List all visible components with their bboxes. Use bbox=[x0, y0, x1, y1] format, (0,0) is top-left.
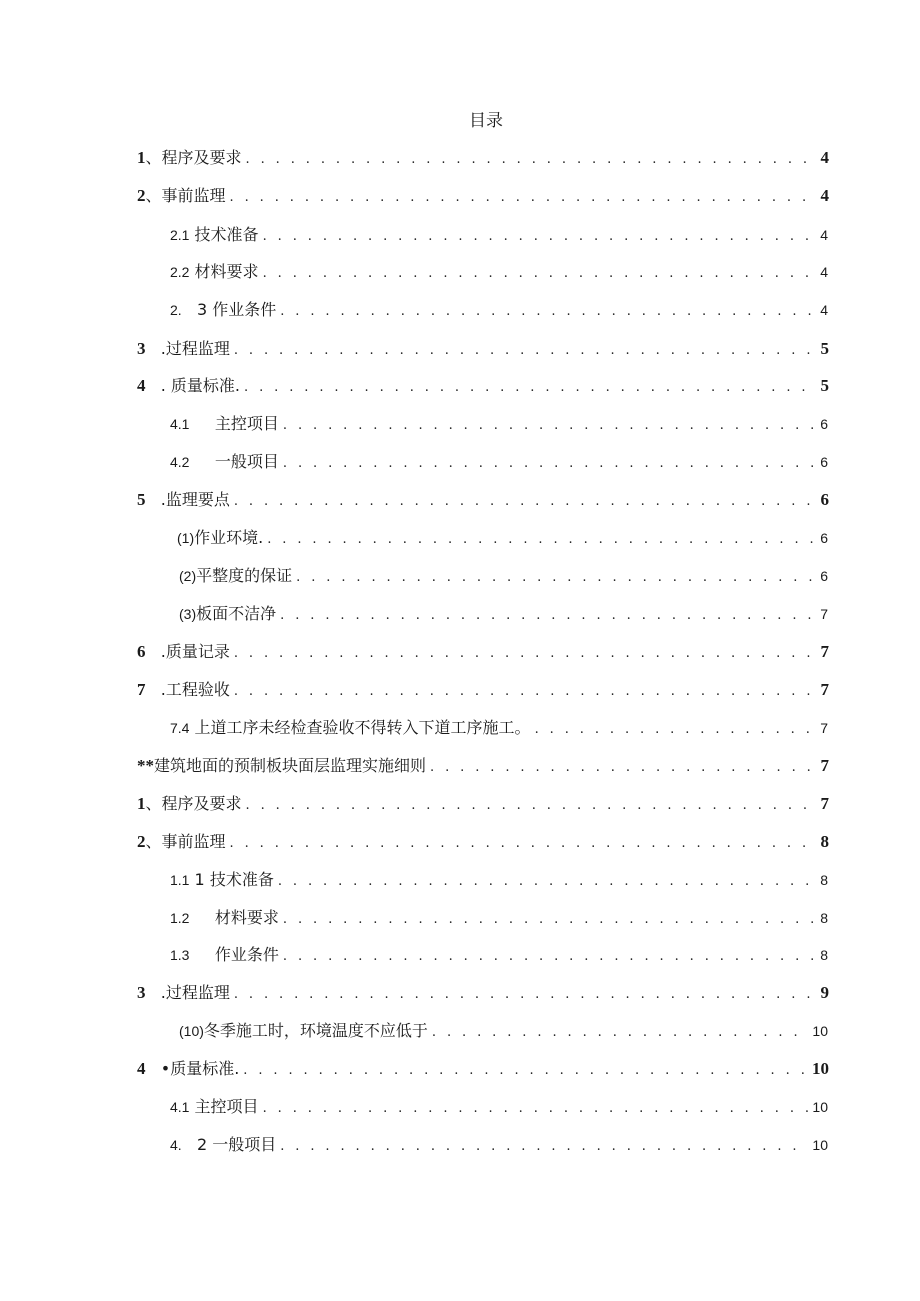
toc-leader bbox=[243, 1063, 808, 1078]
toc-entry[interactable] bbox=[137, 829, 829, 853]
toc-entry[interactable] bbox=[179, 601, 828, 625]
toc-entry-number: 4 bbox=[137, 1059, 146, 1078]
toc-page-number: 8 bbox=[820, 872, 828, 888]
toc-leader bbox=[283, 949, 816, 964]
toc-entry-text: 材料要求 bbox=[189, 262, 259, 281]
toc-entry-number: 7 bbox=[137, 680, 146, 699]
toc-entry[interactable] bbox=[137, 980, 829, 1004]
toc-page-number: 7 bbox=[820, 606, 828, 622]
toc-entry-text: .监理要点 bbox=[145, 490, 230, 509]
toc-page-number: 9 bbox=[820, 983, 829, 1002]
toc-entry-number: 4.1 bbox=[170, 416, 190, 432]
toc-entry-number: 7.4 bbox=[170, 720, 190, 736]
toc-entry-number: 4.2 bbox=[170, 454, 190, 470]
toc-entry-text: 建筑地面的预制板块面层监理实施细则 bbox=[154, 756, 427, 775]
toc-page-number: 10 bbox=[812, 1023, 828, 1039]
toc-page-number: 7 bbox=[820, 680, 829, 699]
toc-entry[interactable] bbox=[137, 753, 829, 777]
toc-entry-text: 技术准备 bbox=[189, 225, 259, 244]
toc-entry-number: 2. bbox=[170, 302, 182, 318]
toc-entry[interactable] bbox=[170, 1094, 828, 1118]
toc-entry-number: (3) bbox=[179, 606, 197, 622]
toc-entry-number: 4.1 bbox=[170, 1099, 190, 1115]
toc-entry[interactable] bbox=[179, 1018, 828, 1042]
toc-page-number: 4 bbox=[820, 264, 828, 280]
toc-entry-number: 4 bbox=[137, 376, 146, 395]
toc-entry-number: 5 bbox=[137, 490, 146, 509]
toc-page-number: 6 bbox=[820, 568, 828, 584]
toc-entry-number: (10) bbox=[179, 1023, 204, 1039]
toc-entry[interactable] bbox=[137, 639, 829, 663]
toc-leader bbox=[263, 1101, 809, 1116]
toc-entry[interactable] bbox=[177, 525, 828, 549]
toc-entry-text: 平整度的保证 bbox=[196, 566, 293, 585]
toc-leader bbox=[230, 836, 817, 851]
toc-entry-text: 板面不洁净 bbox=[196, 604, 277, 623]
toc-page-number: 6 bbox=[820, 490, 829, 509]
toc-entry-number: (2) bbox=[179, 568, 197, 584]
toc-page-number: 4 bbox=[820, 186, 829, 205]
toc-entry-number: 1.2 bbox=[170, 910, 190, 926]
toc-entry-text: 1 技术准备 bbox=[189, 870, 274, 889]
toc-entry-number: (1) bbox=[177, 530, 195, 546]
toc-entry-number: 2.1 bbox=[170, 227, 190, 243]
toc-entry-text: .质量记录 bbox=[145, 642, 230, 661]
toc-entry-number: 4. bbox=[170, 1137, 182, 1153]
toc-leader bbox=[280, 304, 816, 319]
toc-page-number: 6 bbox=[820, 454, 828, 470]
toc-leader bbox=[234, 646, 817, 661]
toc-page-number: 7 bbox=[820, 794, 829, 813]
toc-leader bbox=[280, 1139, 808, 1154]
toc-title: 目录 bbox=[469, 111, 503, 131]
toc-entry-number: 2.2 bbox=[170, 264, 190, 280]
toc-page-number: 4 bbox=[820, 148, 829, 167]
toc-entry-text: 2 一般项目 bbox=[181, 1135, 277, 1154]
toc-entry-text: 作业条件 bbox=[189, 945, 279, 964]
toc-page-number: 7 bbox=[820, 756, 829, 775]
toc-leader bbox=[234, 987, 817, 1002]
toc-entry-text: .工程验收 bbox=[145, 680, 230, 699]
toc-leader bbox=[432, 1025, 809, 1040]
toc-page-number: 8 bbox=[820, 832, 829, 851]
toc-entry-number: 2 bbox=[137, 832, 146, 851]
toc-entry-text: 主控项目 bbox=[189, 1097, 259, 1116]
toc-page-number: 7 bbox=[820, 642, 829, 661]
toc-entry[interactable] bbox=[170, 715, 828, 739]
toc-page-number: 10 bbox=[812, 1099, 828, 1115]
toc-entry[interactable] bbox=[179, 563, 828, 587]
toc-entry[interactable] bbox=[137, 791, 829, 815]
toc-entry[interactable] bbox=[170, 297, 828, 321]
toc-entry-text: •质量标准. bbox=[145, 1059, 240, 1078]
toc-entry[interactable] bbox=[170, 905, 828, 929]
toc-entry-text: 、事前监理 bbox=[145, 186, 226, 205]
toc-entry-number: 6 bbox=[137, 642, 146, 661]
toc-entry-text: 上道工序未经检查验收不得转入下道工序施工。 bbox=[189, 718, 531, 737]
toc-page-number: 5 bbox=[820, 339, 829, 358]
toc-page-number: 4 bbox=[820, 302, 828, 318]
toc-page-number: 6 bbox=[820, 530, 828, 546]
toc-entry[interactable] bbox=[170, 411, 828, 435]
toc-leader bbox=[430, 760, 816, 775]
toc-entry[interactable] bbox=[170, 449, 828, 473]
toc-leader bbox=[296, 570, 816, 585]
toc-entry[interactable] bbox=[137, 145, 829, 169]
toc-leader bbox=[244, 380, 816, 395]
toc-entry-text: .过程监理 bbox=[145, 983, 230, 1002]
toc-page-number: 8 bbox=[820, 947, 828, 963]
toc-entry-text: 、事前监理 bbox=[145, 832, 226, 851]
toc-entry-text: 冬季施工时，环境温度不应低于 bbox=[203, 1021, 428, 1040]
toc-entry[interactable] bbox=[137, 336, 829, 360]
toc-entry-text: . 质量标准. bbox=[145, 376, 241, 395]
toc-entry[interactable] bbox=[170, 259, 828, 283]
toc-entry-number: 1.3 bbox=[170, 947, 190, 963]
toc-entry[interactable] bbox=[137, 1056, 829, 1080]
toc-page-number: 10 bbox=[812, 1137, 828, 1153]
toc-leader bbox=[283, 912, 816, 927]
toc-entry-number: 1 bbox=[137, 148, 146, 167]
toc-page-number: 4 bbox=[820, 227, 828, 243]
toc-entry[interactable] bbox=[137, 373, 829, 397]
toc-entry-number: 2 bbox=[137, 186, 146, 205]
toc-leader bbox=[230, 190, 817, 205]
toc-entry[interactable] bbox=[170, 222, 828, 246]
toc-leader bbox=[280, 608, 816, 623]
toc-page-number: 5 bbox=[820, 376, 829, 395]
toc-page-number: 10 bbox=[812, 1059, 829, 1078]
toc-leader bbox=[246, 152, 817, 167]
toc-page-number: 7 bbox=[820, 720, 828, 736]
toc-entry[interactable] bbox=[170, 1132, 828, 1156]
toc-entry-number: 3 bbox=[137, 339, 146, 358]
toc-entry[interactable] bbox=[170, 867, 828, 891]
toc-leader bbox=[283, 456, 816, 471]
toc-entry-number: ** bbox=[137, 756, 154, 775]
toc-entry-text: 、程序及要求 bbox=[145, 148, 242, 167]
toc-leader bbox=[267, 532, 816, 547]
toc-entry-text: 材料要求 bbox=[189, 908, 279, 927]
toc-leader bbox=[246, 798, 817, 813]
toc-leader bbox=[283, 418, 816, 433]
toc-entry[interactable] bbox=[137, 487, 829, 511]
toc-entry-number: 1 bbox=[137, 794, 146, 813]
toc-entry-text: 主控项目 bbox=[189, 414, 279, 433]
toc-leader bbox=[278, 874, 816, 889]
toc-leader bbox=[234, 684, 817, 699]
toc-entry[interactable] bbox=[137, 677, 829, 701]
toc-page-number: 8 bbox=[820, 910, 828, 926]
toc-entry-number: 3 bbox=[137, 983, 146, 1002]
toc-entry[interactable] bbox=[170, 942, 828, 966]
toc-entry-text: 3 作业条件 bbox=[181, 300, 277, 319]
toc-page-number: 6 bbox=[820, 416, 828, 432]
toc-entry-text: 作业环境. bbox=[194, 528, 264, 547]
toc-entry-text: 、程序及要求 bbox=[145, 794, 242, 813]
toc-leader bbox=[263, 266, 817, 281]
toc-leader bbox=[234, 343, 817, 358]
toc-leader bbox=[234, 494, 817, 509]
toc-leader bbox=[535, 722, 817, 737]
toc-leader bbox=[263, 229, 817, 244]
toc-entry-number: 1.1 bbox=[170, 872, 190, 888]
toc-entry-text: 一般项目 bbox=[189, 452, 279, 471]
toc-entry-text: .过程监理 bbox=[145, 339, 230, 358]
toc-entry[interactable] bbox=[137, 183, 829, 207]
